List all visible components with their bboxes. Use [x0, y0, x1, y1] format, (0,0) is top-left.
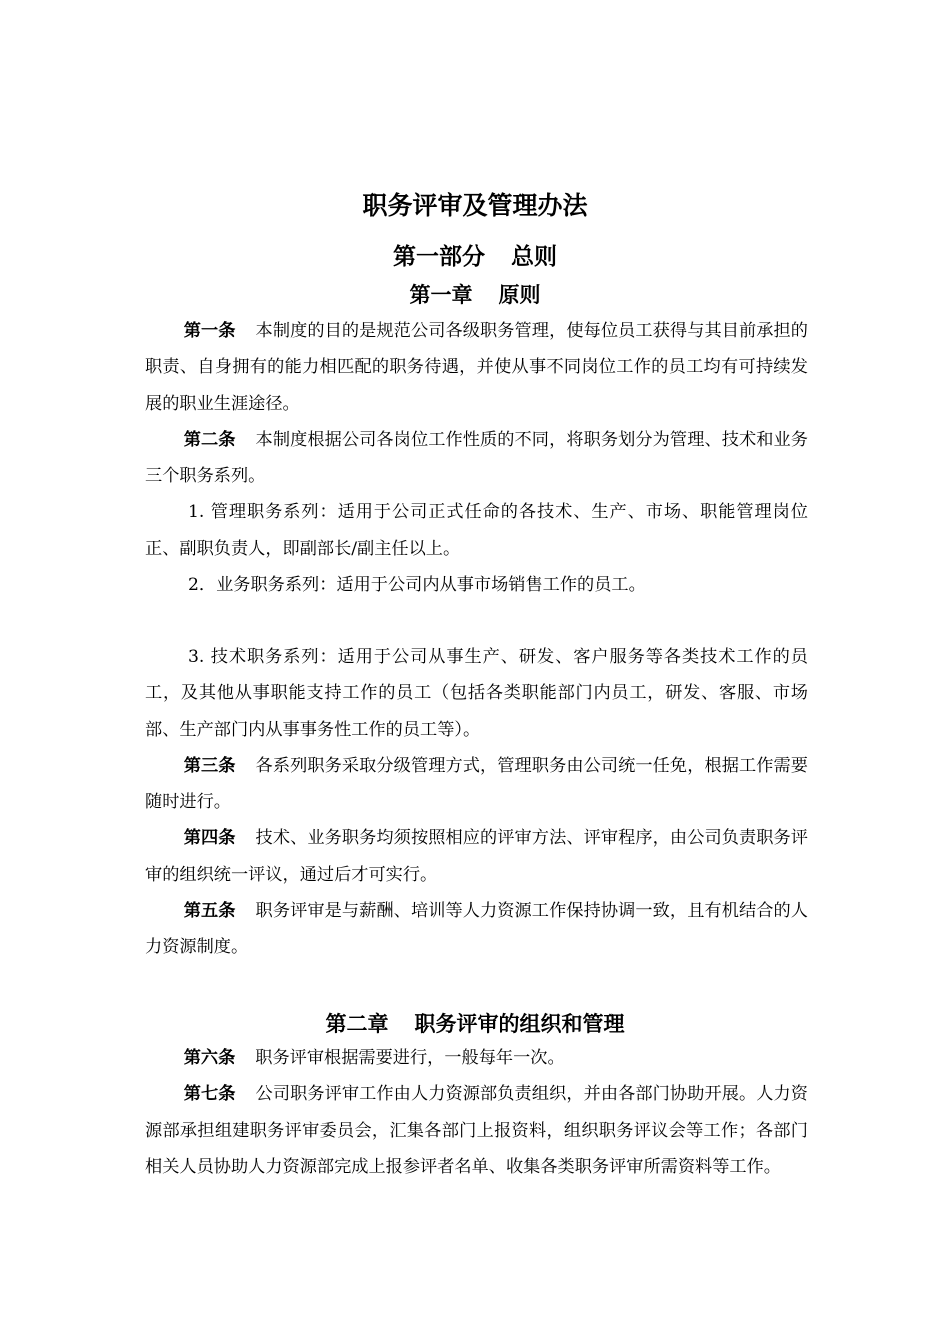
article-number: 第七条: [183, 1084, 236, 1105]
article-number: 第四条: [183, 828, 236, 849]
article-text: 职务评审根据需要进行，一般每年一次。: [255, 1048, 565, 1068]
chapter-1-block-a: [145, 313, 808, 603]
chapter-1-heading: [0, 279, 950, 309]
part-heading: [0, 238, 950, 271]
article-number: 第一条: [183, 321, 236, 341]
chapter-1-label: 第一章: [409, 282, 473, 307]
article-4: [145, 820, 808, 893]
chapter-2-block: [145, 1040, 808, 1185]
article-text: 本制度的目的是规范公司各级职务管理，使每位员工获得与其目前承担的职责、自身拥有的能力相匹配的职务待遇，并使从事不同岗位工作的员工均有可持续发展的职业生涯途径。: [145, 321, 808, 414]
article-3: [145, 748, 808, 821]
document-title: 职务评审及管理办法: [362, 191, 588, 220]
article-text: 职务评审是与薪酬、培训等人力资源工作保持协调一致，且有机结合的人力资源制度。: [145, 901, 808, 958]
part-name: 总则: [511, 243, 557, 270]
article-number: 第五条: [183, 901, 236, 922]
chapter-2-name: 职务评审的组织和管理: [414, 1011, 625, 1036]
article-text: 本制度根据公司各岗位工作性质的不同，将职务划分为管理、技术和业务三个职务系列。: [145, 429, 808, 487]
article-7: [145, 1076, 808, 1185]
article-5: [145, 893, 808, 966]
part-label: 第一部分: [393, 243, 485, 270]
series-item-business: 2．业务职务系列：适用于公司内从事市场销售工作的员工。: [188, 575, 646, 596]
article-2: [145, 422, 808, 495]
chapter-2-label: 第二章: [325, 1011, 389, 1036]
article-number: 第六条: [183, 1048, 236, 1068]
article-number: 第三条: [183, 755, 236, 776]
article-text: 各系列职务采取分级管理方式，管理职务由公司统一任免，根据工作需要随时进行。: [145, 755, 808, 813]
chapter-2-heading: [0, 1008, 950, 1038]
chapter-1-name: 原则: [498, 282, 541, 307]
article-1: [145, 313, 808, 422]
article-number: 第二条: [183, 429, 236, 450]
article-text: 公司职务评审工作由人力资源部负责组织，并由各部门协助开展。人力资源部承担组建职务评审委员会，汇集各部门上报资料，组织职务评议会等工作；各部门相关人员协助人力资源部完成上报参评者名单、收集各类职务评审所需资料等工作。: [145, 1084, 808, 1177]
article-6: [145, 1040, 808, 1076]
series-item-management: 1. 管理职务系列：适用于公司正式任命的各技术、生产、市场、职能管理岗位正、副职负责人，即副部长/副主任以上。: [145, 502, 808, 559]
series-item-technical: 3. 技术职务系列：适用于公司从事生产、研发、客户服务等各类技术工作的员工，及其他从事职能支持工作的员工（包括各类职能部门内员工，研发、客服、市场部、生产部门内从事事务性工作的员工等）。: [145, 647, 808, 740]
chapter-1-block-b: [145, 639, 808, 966]
article-text: 技术、业务职务均须按照相应的评审方法、评审程序，由公司负责职务评审的组织统一评议，通过后才可实行。: [145, 828, 808, 885]
